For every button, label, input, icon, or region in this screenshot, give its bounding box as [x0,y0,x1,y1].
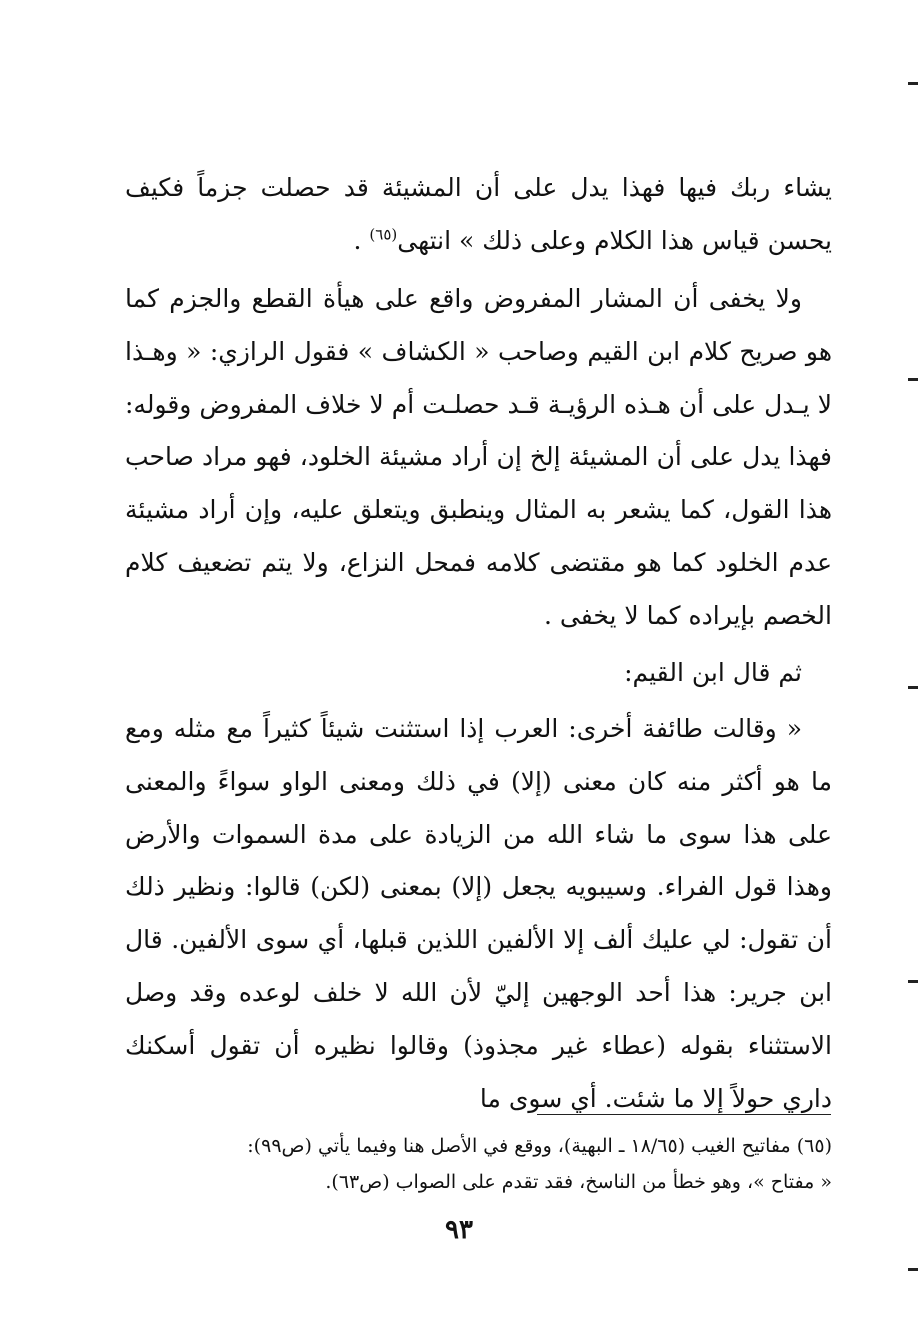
margin-mark [908,686,918,689]
paragraph-text: ولا يخفى أن المشار المفروض واقع على هيأة القطع والجزم كما هو صريح كلام ابن القيم وصاحب « الكشاف » فقول الرازي: « وهـذا لا يـدل على أن هـذه الرؤيـة قـد حصلـت أم لا خلاف المفروض وقوله: فهذا يدل على أن المشيئة إلخ إن أراد مشيئة الخلود، فهو مراد صاحب هذا القول، كما يشعر به المثال وينطبق ويتعلق عليه، وإن أراد مشيئة عدم الخلود كما هو مقتضى كلامه فمحل النزاع، ولا يتم تضعيف كلام الخصم بإيراده كما لا يخفى . [125,284,832,630]
margin-mark [908,378,918,381]
footnote-line: « مفتاح »، وهو خطأ من الناسخ، فقد تقدم على الصواب (ص٦٣). [325,1171,832,1193]
footnote-reference: (٦٥) [369,225,398,244]
paragraph-text: « وقالت طائفة أخرى: العرب إذا استثنت شيئاً كثيراً مع مثله ومع ما هو أكثر منه كان معنى (إلا) في ذلك ومعنى الواو سواءً والمعنى على هذا سوى ما شاء الله من الزيادة على مدة السموات والأرض وهذا قول الفراء. وسيبويه يجعل (إلا) بمعنى (لكن) قالوا: ونظير ذلك أن تقول: لي عليك ألف إلا الألفين اللذين قبلها، أي سوى الألفين. قال ابن جرير: هذا أحد الوجهين إليّ لأن الله لا خلف لوعده وقد وصل الاستثناء بقوله (عطاء غير مجذوذ) وقالوا نظيره أن تقول أسكنك داري حولاً إلا ما شئت. أي سوى ما [125,714,832,1113]
body-paragraph-3 [125,647,832,700]
footnote-line: (٦٥) مفاتيح الغيب (١٨/٦٥ ـ البهية)، ووقع في الأصل هنا وفيما يأتي (ص٩٩): [247,1135,832,1157]
paragraph-end: . [353,225,370,255]
paragraph-text: ثم قال ابن القيم: [624,658,802,687]
body-paragraph-2 [125,273,832,643]
body-paragraph-1 [125,162,832,268]
body-paragraph-4 [125,703,832,1125]
margin-mark [908,82,918,85]
page-number: ٩٣ [445,1215,473,1245]
paragraph-text: يشاء ربك فيها فهذا يدل على أن المشيئة قد حصلت جزماً فكيف يحسن قياس هذا الكلام وعلى ذلك » انتهى [125,173,832,255]
margin-mark [908,980,918,983]
footnotes [160,1128,832,1200]
footnote-divider [537,1114,831,1115]
margin-mark [908,1268,918,1271]
